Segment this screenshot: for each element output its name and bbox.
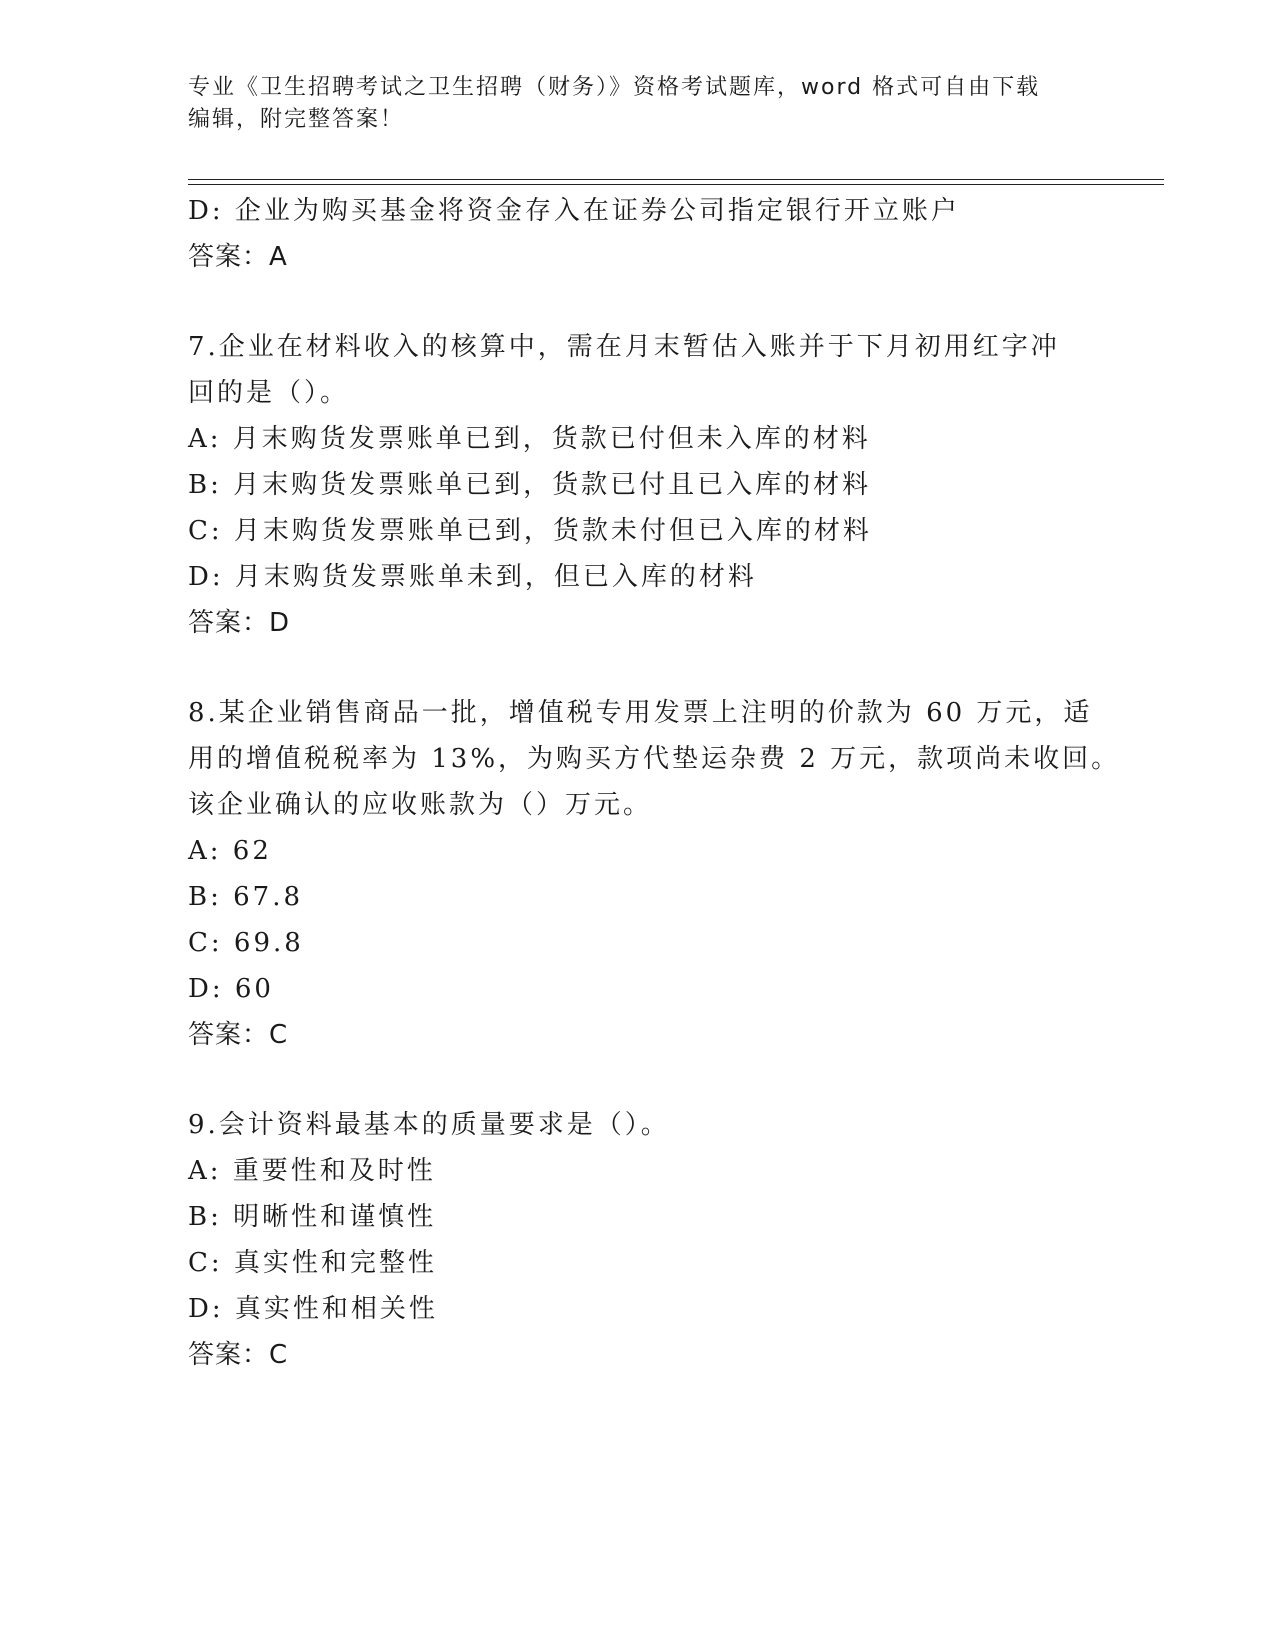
document-header xyxy=(188,72,1088,136)
header-rule-top xyxy=(188,179,1164,180)
question-stem: 该企业确认的应收账款为（）万元。 xyxy=(188,790,653,820)
option-b: B: 明晰性和谨慎性 xyxy=(188,1202,437,1232)
question-stem: 8.某企业销售商品一批，增值税专用发票上注明的价款为 60 万元，适 xyxy=(188,698,1093,728)
answer: 答案：D xyxy=(188,608,291,638)
answer: 答案：C xyxy=(188,1020,289,1050)
question-content xyxy=(188,188,1121,1378)
option-c: C: 月末购货发票账单已到，货款未付但已入库的材料 xyxy=(188,516,872,546)
option-c: C: 69.8 xyxy=(188,928,304,958)
question-9 xyxy=(188,1102,1088,1378)
header-line-2: 编辑，附完整答案！ xyxy=(188,107,405,132)
option-b: B: 67.8 xyxy=(188,882,304,912)
option-c: C: 真实性和完整性 xyxy=(188,1248,437,1278)
question-stem: 9.会计资料最基本的质量要求是（）。 xyxy=(188,1110,670,1140)
prev-option-d: D: 企业为购买基金将资金存入在证券公司指定银行开立账户 xyxy=(188,196,960,226)
option-b: B: 月末购货发票账单已到，货款已付且已入库的材料 xyxy=(188,470,872,500)
spacer xyxy=(188,280,1088,324)
option-d: D: 60 xyxy=(188,974,274,1004)
option-a: A: 月末购货发票账单已到，货款已付但未入库的材料 xyxy=(188,424,871,454)
question-stem: 用的增值税税率为 13%，为购买方代垫运杂费 2 万元，款项尚未收回。 xyxy=(188,744,1121,774)
option-a: A: 重要性和及时性 xyxy=(188,1156,436,1186)
option-d: D: 月末购货发票账单未到，但已入库的材料 xyxy=(188,562,757,592)
option-a: A: 62 xyxy=(188,836,272,866)
header-line-1: 专业《卫生招聘考试之卫生招聘（财务）》资格考试题库，word 格式可自由下载 xyxy=(188,75,1041,100)
question-stem: 回的是（）。 xyxy=(188,378,350,408)
option-d: D: 真实性和相关性 xyxy=(188,1294,438,1324)
question-7 xyxy=(188,324,1088,646)
answer: 答案：C xyxy=(188,1340,289,1370)
header-rule-bottom xyxy=(188,184,1164,185)
spacer xyxy=(188,1058,1088,1102)
prev-answer: 答案：A xyxy=(188,242,288,272)
question-stem: 7.企业在材料收入的核算中，需在月末暂估入账并于下月初用红字冲 xyxy=(188,332,1060,362)
question-8 xyxy=(188,690,1121,1058)
spacer xyxy=(188,646,1088,690)
